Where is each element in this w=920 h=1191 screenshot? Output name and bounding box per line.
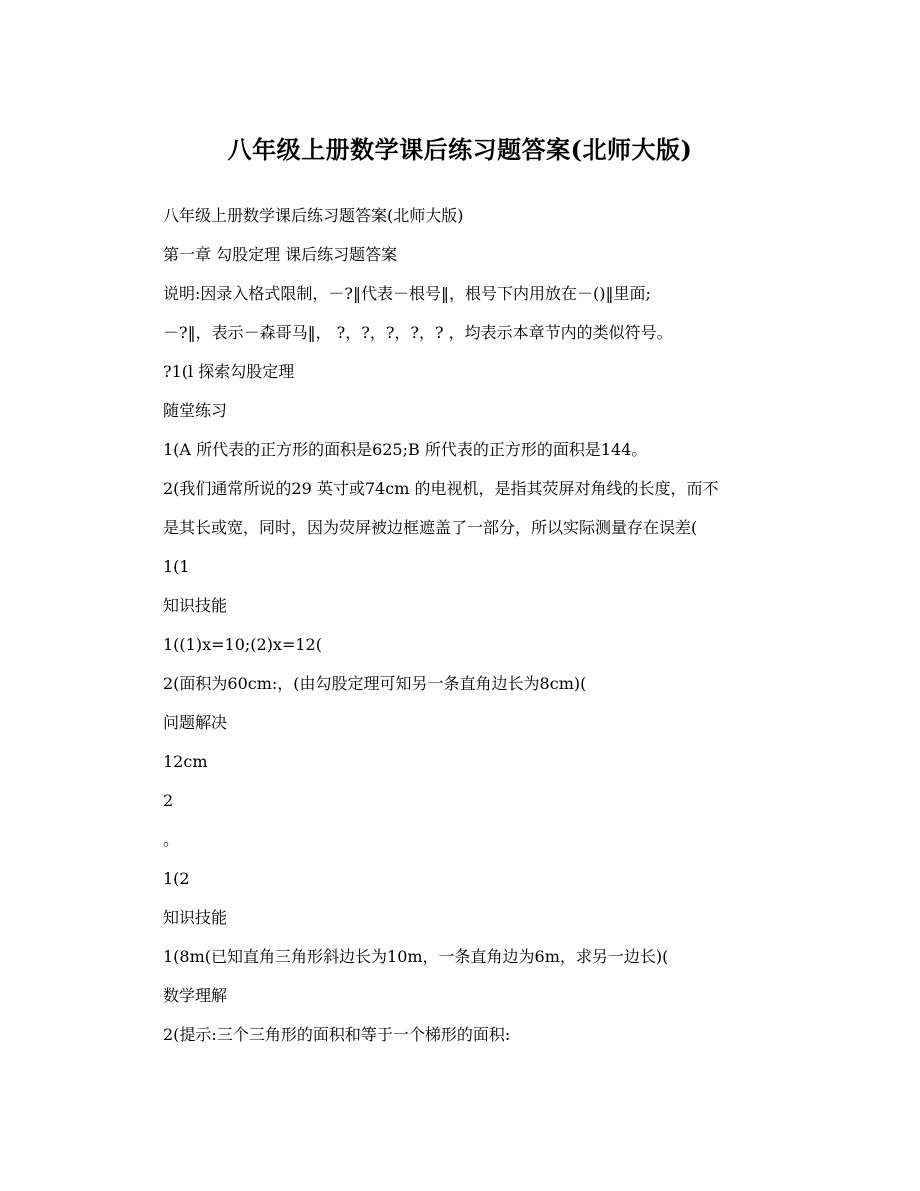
text-line: 2 — [163, 791, 174, 810]
text-line: 说明:因录入格式限制，－?‖代表－根号‖，根号下内用放在－()‖里面; — [163, 284, 651, 303]
text-line: 八年级上册数学课后练习题答案(北师大版) — [163, 206, 464, 225]
document-body — [163, 196, 803, 1054]
text-line: 是其长或宽，同时，因为荧屏被边框遮盖了一部分，所以实际测量存在误差( — [163, 518, 698, 537]
text-line: 12cm — [163, 752, 208, 771]
text-line: 2(我们通常所说的29 英寸或74cm 的电视机，是指其荧屏对角线的长度，而不 — [163, 479, 719, 498]
text-line: 1(8m(已知直角三角形斜边长为10m，一条直角边为6m，求另一边长)( — [163, 947, 669, 966]
text-line: ?1(l 探索勾股定理 — [163, 362, 295, 381]
text-line: 问题解决 — [163, 713, 228, 732]
text-line: 2(面积为60cm:，(由勾股定理可知另一条直角边长为8cm)( — [163, 674, 587, 693]
text-line: 1(1 — [163, 557, 190, 576]
text-line: 第一章 勾股定理 课后练习题答案 — [163, 245, 398, 264]
text-line: 数学理解 — [163, 986, 228, 1005]
text-line: 知识技能 — [163, 908, 228, 927]
text-line: 2(提示:三个三角形的面积和等于一个梯形的面积: — [163, 1025, 511, 1044]
text-line: 1((1)x=10;(2)x=12( — [163, 635, 322, 654]
page-title: 八年级上册数学课后练习题答案(北师大版) — [227, 135, 693, 164]
text-line: －?‖，表示－森哥马‖， ?，?，?，?，? ，均表示本章节内的类似符号。 — [163, 323, 673, 342]
text-line: 1(A 所代表的正方形的面积是625;B 所代表的正方形的面积是144。 — [163, 440, 648, 459]
text-line: 知识技能 — [163, 596, 228, 615]
text-line: 。 — [163, 830, 180, 849]
text-line: 1(2 — [163, 869, 190, 888]
text-line: 随堂练习 — [163, 401, 228, 420]
